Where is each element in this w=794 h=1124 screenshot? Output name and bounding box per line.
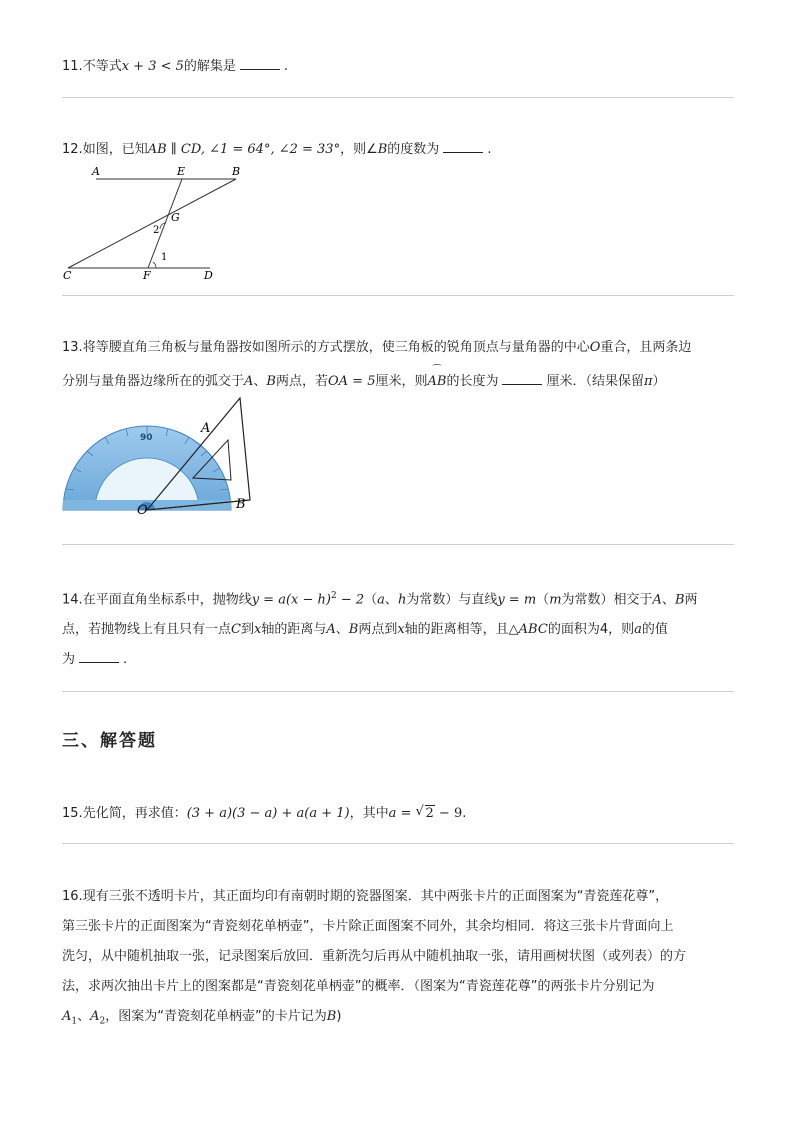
q11-number: 11.: [62, 59, 83, 74]
q11-expr: x + 3 < 5: [121, 59, 184, 74]
q16-text: 第三张卡片的正面图案为“青瓷刻花单柄壶”，卡片除正面图案不同外，其余均相同．将这三张卡片背面向上: [62, 919, 674, 934]
q11-text-3: .: [283, 59, 289, 74]
q13-sep: 、: [253, 374, 267, 389]
q14-text: .: [123, 652, 128, 668]
q14-text: 在平面直角坐标系中，抛物线: [82, 592, 252, 608]
q15-number: 15.: [62, 806, 83, 821]
q15-expr-a: a =: [388, 806, 416, 821]
divider: [62, 691, 734, 692]
q14-text: 到: [240, 622, 254, 638]
question-14: [62, 581, 734, 675]
q15-expr: (3 + a)(3 − a) + a(a + 1): [186, 806, 350, 821]
q14-x-axis: x: [397, 622, 405, 638]
divider: [62, 544, 734, 545]
q16-line-1: [62, 882, 734, 912]
angle-1-arc: [153, 262, 156, 268]
q14-point-b: B: [674, 592, 685, 608]
q14-text: （: [536, 592, 550, 608]
question-13: [62, 333, 734, 397]
q14-square: 2: [330, 591, 337, 601]
q14-point-a: A: [652, 592, 662, 608]
q16-text: 现有三张不透明卡片，其正面均印有南朝时期的瓷器图案．其中两张卡片的正面图案为“青瓷莲花尊”，: [82, 889, 669, 904]
q16-text: ): [336, 1009, 342, 1024]
q16-card-b: B: [326, 1009, 337, 1024]
question-12: [62, 135, 734, 165]
q14-text: 的值: [641, 622, 668, 638]
q14-text: 为常数）与直线: [406, 592, 498, 608]
label-f: F: [143, 269, 151, 282]
q16-sub-1: 1: [71, 1016, 78, 1027]
q13-figure: [60, 392, 260, 517]
q12-text-1: 如图，已知: [82, 142, 148, 157]
q14-number: 14.: [62, 592, 83, 608]
q16-card-a2: A: [90, 1009, 100, 1024]
q14-answer-blank[interactable]: [79, 650, 119, 663]
question-15: [62, 799, 734, 829]
q13-line-1: [62, 333, 734, 363]
q11-text-1: 不等式: [82, 59, 122, 74]
label-c: C: [63, 269, 72, 282]
q14-var-a: a: [377, 592, 385, 608]
q12-expr: AB ∥ CD, ∠1 = 64°, ∠2 = 33°: [147, 142, 341, 157]
label-g: G: [171, 211, 180, 224]
q13-point-o: O: [589, 340, 601, 355]
q16-card-a1: A: [62, 1009, 72, 1024]
q16-text: 、: [77, 1009, 91, 1024]
q12-number: 12.: [62, 142, 83, 157]
protractor-90-label: 90: [140, 433, 153, 443]
label-angle-1: 1: [161, 252, 168, 263]
q15-text: .: [462, 806, 467, 821]
q12-text-3: 的度数为: [387, 142, 440, 157]
q13-pi: π: [643, 374, 653, 389]
label-a: A: [92, 165, 100, 178]
q15-text: ，其中: [349, 806, 389, 821]
divider: [62, 843, 734, 844]
q15-radicand: 2: [425, 806, 434, 821]
q13-text-2f: ）: [652, 374, 666, 389]
label-o: O: [137, 503, 148, 517]
q12-text-2: ，则∠: [340, 142, 378, 157]
q14-text: 两点到: [358, 622, 398, 638]
q14-text: 为常数）相交于: [561, 592, 653, 608]
q16-text: 洗匀，从中随机抽取一张，记录图案后放回．重新洗匀后再从中随机抽取一张，请用画树状图（或列表）的方: [62, 949, 687, 964]
q14-var-a: a: [634, 622, 642, 638]
q15-sqrt: √ 2: [415, 804, 434, 821]
q14-point-b: B: [348, 622, 359, 638]
label-b: B: [232, 165, 241, 178]
question-16: [62, 882, 734, 1037]
label-a: A: [201, 421, 211, 436]
q13-text-2e: 厘米．（结果保留: [546, 374, 644, 389]
q14-text: 两: [684, 592, 698, 608]
q14-text: 、: [335, 622, 349, 638]
q16-line-2: [62, 912, 734, 942]
divider: [62, 295, 734, 296]
q16-text: 法，求两次抽出卡片上的图案都是“青瓷刻花单柄壶”的概率．（图案为“青瓷莲花尊”的两张卡片分别记为: [62, 979, 655, 994]
q15-expr-b: − 9: [434, 806, 463, 821]
q12-angle-b: B: [377, 142, 388, 157]
q14-point-a: A: [326, 622, 336, 638]
q14-line-1: [62, 581, 734, 615]
q13-text-2d: 的长度为: [446, 374, 499, 389]
q13-number: 13.: [62, 340, 83, 355]
q14-var-h: h: [397, 592, 407, 608]
q14-var-m: m: [549, 592, 562, 608]
q13-text-1: 将等腰直角三角板与量角器按如图所示的方式摆放，使三角板的锐角顶点与量角器的中心: [82, 340, 590, 355]
q16-sub-2: 2: [99, 1016, 106, 1027]
q13-text-1b: 重合，且两条边: [600, 340, 692, 355]
line-cb: [68, 179, 236, 268]
q13-arc-ab: ⌒ AB: [428, 367, 447, 397]
q14-line-expr: y = m: [497, 592, 537, 608]
q16-line-5: [62, 1002, 734, 1037]
q16-number: 16.: [62, 889, 83, 904]
q14-text: 的面积为4，则: [547, 622, 635, 638]
q14-text: （: [364, 592, 378, 608]
q11-text-2: 的解集是: [183, 59, 236, 74]
label-angle-2: 2: [153, 225, 160, 236]
q14-text: 点，若抛物线上有且只有一点: [62, 622, 232, 638]
question-11: [62, 52, 734, 82]
q13-text-2b: 两点，若: [275, 374, 328, 389]
q16-line-3: [62, 942, 734, 972]
q14-x-axis: x: [253, 622, 262, 638]
q14-point-c: C: [231, 622, 241, 638]
q14-line-2: [62, 615, 734, 645]
label-b: B: [236, 497, 246, 512]
q13-text-2a: 分别与量角器边缘所在的弧交于: [62, 374, 245, 389]
q13-point-b: B: [266, 374, 276, 389]
label-e: E: [177, 165, 186, 178]
q14-text: 为: [62, 652, 76, 668]
section-heading: 三、解答题: [62, 731, 157, 751]
q14-parabola-2: − 2: [336, 592, 365, 608]
q15-text: 先化简，再求值：: [82, 806, 187, 821]
divider: [62, 97, 734, 98]
q13-answer-blank[interactable]: [502, 372, 542, 385]
label-d: D: [204, 269, 213, 282]
q12-text-4: .: [487, 142, 492, 157]
q14-text: 、: [384, 592, 398, 608]
q11-answer-blank[interactable]: [240, 57, 280, 70]
q14-parabola: y = a(x − h): [251, 592, 331, 608]
q14-text: 、: [661, 592, 675, 608]
q13-expr: OA = 5: [328, 374, 376, 389]
q12-figure: [60, 163, 260, 283]
q14-triangle: ABC: [518, 622, 548, 638]
q16-text: ，图案为“青瓷刻花单柄壶”的卡片记为: [105, 1009, 327, 1024]
q14-text: 轴的距离相等，且△: [404, 622, 519, 638]
q14-text: 轴的距离与: [261, 622, 327, 638]
q14-line-3: [62, 645, 734, 675]
q16-line-4: [62, 972, 734, 1002]
q12-answer-blank[interactable]: [443, 140, 483, 153]
q13-point-a: A: [244, 374, 254, 389]
q13-text-2c: 厘米，则: [375, 374, 428, 389]
